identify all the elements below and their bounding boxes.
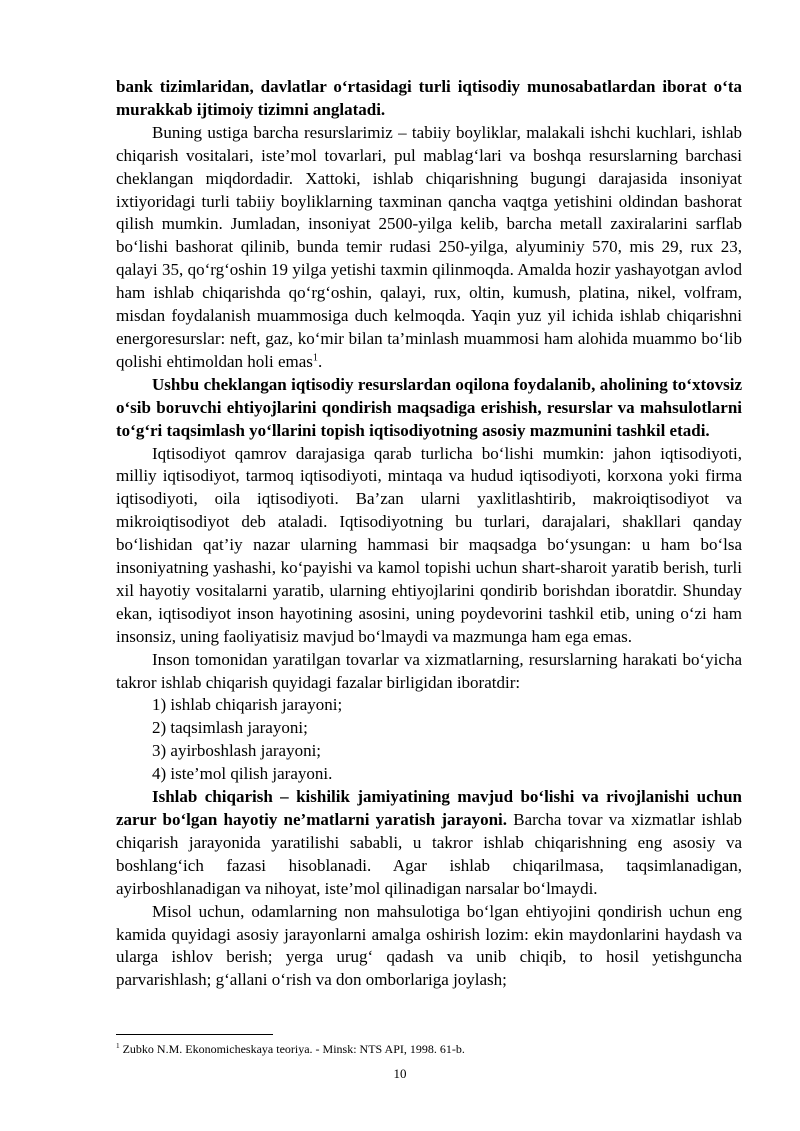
paragraph-2 xyxy=(116,122,742,374)
footnote-mark: 1 xyxy=(116,1042,120,1050)
paragraph-5: Inson tomonidan yaratilgan tovarlar va xizmatlarning, resurslarning harakati bo‘yicha takror ishlab chiqarish quyidagi fazalar birligidan iboratdir: xyxy=(116,649,742,692)
list-item: 2) taqsimlash jarayoni; xyxy=(152,718,308,738)
paragraph-6 xyxy=(116,786,742,901)
paragraph-6-text: Barcha tovar va xizmatlar ishlab chiqarish jarayonida yaratilishi sababli, u takror ishlab chiqarishning eng asosiy va boshlang‘ich fazasi hisoblanadi. Agar ishlab chiqarilmasa, taqsimlanadigan, ayirboshlanadigan va nihoyat, iste’mol qilinadigan narsalar bo‘lmaydi. xyxy=(116,810,742,898)
page-number: 10 xyxy=(393,1066,407,1081)
paragraph-4: Iqtisodiyot qamrov darajasiga qarab turlicha bo‘lishi mumkin: jahon iqtisodiyoti, milliy iqtisodiyot, tarmoq iqtisodiyoti, mintaqa va hudud iqtisodiyoti, korxona yoki firma iqtisodiyoti, oila iqtisodiyoti. Ba’zan ularni yaxlitlashtirib, makroiqtisodiyot va mikroiqtisodiyot deb ataladi. Iqtisodiyotning bu turlari, darajalari, shakllari qanday bo‘lishidan qat’iy nazar ularning hammasi bir maqsadga bo‘ysungan: u ham bo‘lsa insoniyatning yashashi, ko‘payishi va kamol topishi uchun shart-sharoit yaratib berish, turli xil hayotiy vositalarni yaratib, ularning ehtiyojlarini qondirib borishdan iboratdir. Shunday ekan, iqtisodiyot inson hayotining asosini, uning poydevorini tashkil etib, uning o‘zi ham insonsiz, uning faoliyatisiz mavjud bo‘lmaydi va mazmunga ham ega emas. xyxy=(116,443,742,646)
footnote-reference[interactable]: 1 xyxy=(312,352,318,364)
list-item: 3) ayirboshlash jarayoni; xyxy=(152,741,322,761)
phase-list xyxy=(116,694,742,786)
paragraph-3-bold: Ushbu cheklangan iqtisodiy resurslardan oqilona foydalanib, aholining to‘xtovsiz o‘sib boruvchi ehtiyojlarini qondirish maqsadiga erishish, resurslar va mahsulotlarni to‘g‘ri taqsimlash yo‘llarini topish iqtisodiyotning asosiy mazmunini tashkil etadi. xyxy=(116,374,742,440)
body-text xyxy=(116,76,742,992)
paragraph-6-bold: Ishlab chiqarish – kishilik jamiyatining mavjud bo‘lishi va rivojlanishi uchun zarur bo‘lgan hayotiy ne’matlarni yaratish jarayoni. xyxy=(116,787,742,829)
paragraph-1-bold: bank tizimlaridan, davlatlar o‘rtasidagi turli iqtisodiy munosabatlardan iborat o‘ta murakkab ijtimoiy tizimni anglatadi. xyxy=(116,77,742,119)
list-item: 1) ishlab chiqarish jarayoni; xyxy=(152,695,343,715)
footnote-separator xyxy=(116,1034,273,1035)
list-item: 4) iste’mol qilish jarayoni. xyxy=(152,764,333,784)
paragraph-2-end: . xyxy=(318,351,323,371)
paragraph-2-text: Buning ustiga barcha resurslarimiz – tabiiy boyliklar, malakali ishchi kuchlari, ishlab chiqarish vositalari, iste’mol tovarlari, pul mablag‘lari va boshqa resurslarning barchasi cheklangan miqdordadir. Xattoki, ishlab chiqarishning bugungi darajasida insoniyat ixtiyoridagi turli tabiiy boyliklarning taxminan qancha vaqtga yetishini oldindan bashorat qilish mumkin. Jumladan, insoniyat 2500-yilga kelib, barcha metall zaxiralarini sarflab bo‘lishi bashorat qilinib, bunda temir rudasi 250-yilga, alyuminiy 570, mis 29, rux 23, qalayi 35, qo‘rg‘oshin 19 yilga yetishi taxmin qilinmoqda. Amalda hozir yashayotgan avlod ham ishlab chiqarishda qo‘rg‘oshin, qalayi, rux, oltin, kumush, platina, nikel, volfram, misdan foydalanish muammosiga duch kelmoqda. Yaqin yuz yil ichida ishlab chiqarishni energoresurslar: neft, gaz, ko‘mir bilan ta’minlash muammosi ham alohida muammo bo‘lib qolishi ehtimoldan holi emas xyxy=(116,122,742,371)
footnote-text: Zubko N.M. Ekonomicheskaya teoriya. - Minsk: NTS API, 1998. 61-b. xyxy=(119,1042,465,1056)
paragraph-7: Misol uchun, odamlarning non mahsulotiga bo‘lgan ehtiyojini qondirish uchun eng kamida quyidagi asosiy jarayonlarni amalga oshirish lozim: ekin maydonlarini haydash va ularga ishlov berish; yerga urug‘ qadash va unib chiqib, to hosil yetishguncha parvarishlash; g‘allani o‘rish va don omborlariga joylash; xyxy=(116,901,742,990)
footnote xyxy=(116,1042,742,1057)
